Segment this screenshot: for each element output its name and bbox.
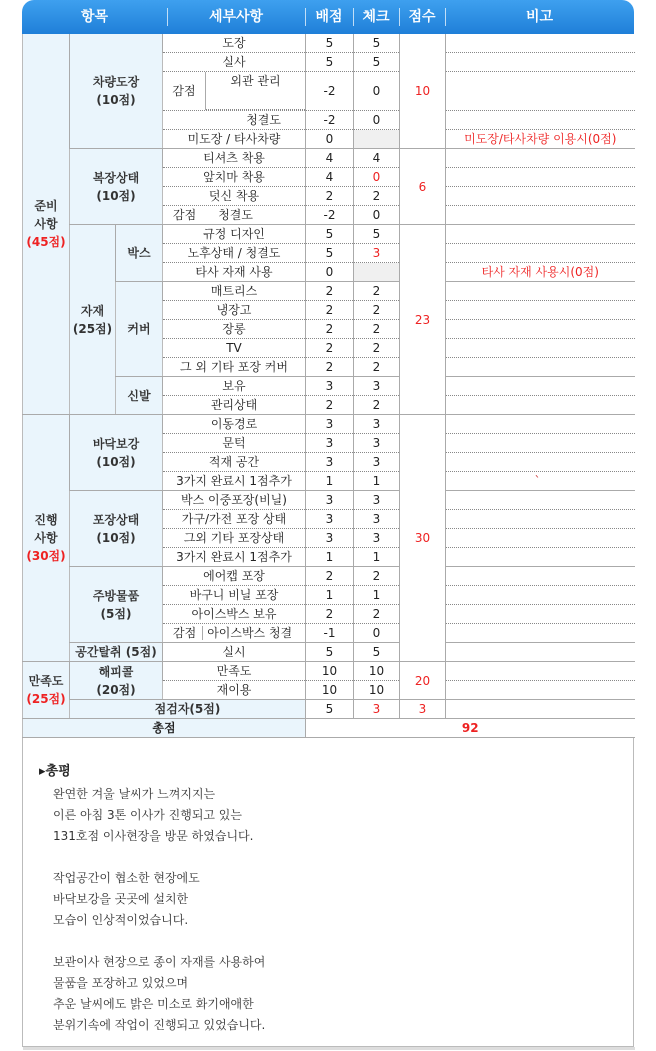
row-label: 청결도	[163, 111, 306, 130]
review-line: 131호점 이사현장을 방문 하였습니다.	[53, 829, 254, 843]
check-cell: 3	[354, 415, 400, 434]
review-box	[22, 738, 634, 1047]
remark-cell	[446, 72, 635, 111]
check-cell: 1	[354, 548, 400, 567]
row-label: 매트리스	[163, 282, 306, 301]
kitchen-group: 주방물품 (5점)	[70, 567, 163, 643]
row-label: 3가지 완료시 1점추가	[163, 472, 306, 491]
points-cell: 2	[306, 187, 354, 206]
header-points: 배점	[315, 9, 343, 25]
floor-group: 바닥보강 (10점)	[70, 415, 163, 491]
points-cell: -2	[306, 111, 354, 130]
header-check: 체크	[362, 9, 390, 25]
remark-cell	[446, 605, 635, 624]
review-line: 추운 날씨에도 밝은 미소로 화기애애한	[53, 997, 254, 1011]
check-cell: 2	[354, 282, 400, 301]
car-paint-group: 차량도장 (10점)	[70, 34, 163, 149]
points-cell: 2	[306, 339, 354, 358]
check-cell: 2	[354, 396, 400, 415]
points-cell: 5	[306, 225, 354, 244]
row-label: 그 외 기타 포장 커버	[163, 358, 306, 377]
points-cell: 10	[306, 662, 354, 681]
row-label: 규정 디자인	[163, 225, 306, 244]
check-cell: 1	[354, 586, 400, 605]
row-label: 박스 이중포장(비닐)	[163, 491, 306, 510]
row-label: 실시	[163, 643, 306, 662]
remark-cell	[446, 320, 635, 339]
check-cell: 2	[354, 567, 400, 586]
header-score: 점수	[408, 9, 436, 25]
remark-cell	[446, 567, 635, 586]
inspector-group: 점검자(5점)	[70, 700, 306, 719]
points-cell: 2	[306, 282, 354, 301]
space-group: 공간탈취 (5점)	[70, 643, 163, 662]
check-cell: 3	[354, 491, 400, 510]
remark-cell	[446, 377, 635, 396]
check-cell: 5	[354, 225, 400, 244]
check-cell	[354, 130, 400, 149]
remark-cell	[446, 510, 635, 529]
review-line: 모습이 인상적이었습니다.	[53, 913, 189, 927]
remark-cell	[446, 624, 635, 643]
row-label: 미도장 / 타사차량	[163, 130, 306, 149]
points-cell: 1	[306, 548, 354, 567]
score-cell: 20	[400, 662, 446, 700]
row-label: 관리상태	[163, 396, 306, 415]
points-cell: 4	[306, 168, 354, 187]
check-cell: 1	[354, 472, 400, 491]
remark-cell	[446, 111, 635, 130]
score-cell: 3	[400, 700, 446, 719]
row-label: 만족도	[163, 662, 306, 681]
check-cell: 5	[354, 34, 400, 53]
evaluation-sheet	[22, 0, 634, 1047]
row-label: TV	[163, 339, 306, 358]
remark-cell	[446, 434, 635, 453]
check-cell: 10	[354, 681, 400, 700]
row-label: 앞치마 착용	[163, 168, 306, 187]
points-cell: 1	[306, 472, 354, 491]
check-cell: 2	[354, 320, 400, 339]
points-cell: 5	[306, 643, 354, 662]
points-cell: 3	[306, 377, 354, 396]
score-table	[22, 34, 635, 738]
row-label: 티셔츠 착용	[163, 149, 306, 168]
header-item: 항목	[80, 9, 109, 25]
check-cell: 2	[354, 605, 400, 624]
remark-cell	[446, 358, 635, 377]
check-cell: 3	[354, 529, 400, 548]
points-cell: 3	[306, 529, 354, 548]
check-cell: 5	[354, 53, 400, 72]
remark-cell	[446, 339, 635, 358]
material-shoe: 신발	[116, 377, 163, 415]
remark-cell: `	[446, 472, 635, 491]
row-label: 가구/가전 포장 상태	[163, 510, 306, 529]
material-box: 박스	[116, 225, 163, 282]
check-cell: 4	[354, 149, 400, 168]
header-detail: 세부사항	[208, 9, 264, 25]
remark-cell	[446, 301, 635, 320]
points-cell: 3	[306, 434, 354, 453]
row-label: 도장	[163, 34, 306, 53]
score-cell: 23	[400, 225, 446, 415]
check-cell: 0	[354, 111, 400, 130]
points-cell: 2	[306, 320, 354, 339]
row-label: 감점 청결도	[163, 206, 306, 225]
points-cell: 5	[306, 53, 354, 72]
remark-cell	[446, 34, 635, 53]
remark-cell	[446, 415, 635, 434]
points-cell: 2	[306, 567, 354, 586]
row-label: 덧신 착용	[163, 187, 306, 206]
review-line: 분위기속에 작업이 진행되고 있었습니다.	[53, 1018, 266, 1032]
remark-cell	[446, 396, 635, 415]
score-cell: 10	[400, 34, 446, 149]
remark-cell: 타사 자재 사용시(0점)	[446, 263, 635, 282]
row-label: 감점 외관 관리	[163, 72, 306, 111]
points-cell: 0	[306, 130, 354, 149]
points-cell: 2	[306, 396, 354, 415]
row-label: 에어캡 포장	[163, 567, 306, 586]
check-cell: 0	[354, 72, 400, 111]
remark-cell	[446, 529, 635, 548]
remark-cell: 미도장/타사차량 이용시(0점)	[446, 130, 635, 149]
remark-cell	[446, 244, 635, 263]
points-cell: 5	[306, 34, 354, 53]
points-cell: 2	[306, 301, 354, 320]
dress-group: 복장상태 (10점)	[70, 149, 163, 225]
section-progress: 진행 사항 (30점)	[23, 415, 70, 662]
review-line: 바닥보강을 곳곳에 설치한	[53, 892, 189, 906]
check-cell: 2	[354, 187, 400, 206]
points-cell: -2	[306, 72, 354, 111]
section-prep: 준비 사항 (45점)	[23, 34, 70, 415]
row-label: 노후상태 / 청결도	[163, 244, 306, 263]
total-label: 총점	[23, 719, 306, 738]
points-cell: 10	[306, 681, 354, 700]
remark-cell	[446, 453, 635, 472]
check-cell: 3	[354, 377, 400, 396]
remark-cell	[446, 700, 635, 719]
review-line: 작업공간이 협소한 현장에도	[53, 871, 200, 885]
check-cell: 3	[354, 700, 400, 719]
check-cell: 2	[354, 358, 400, 377]
pack-group: 포장상태 (10점)	[70, 491, 163, 567]
check-cell: 0	[354, 206, 400, 225]
row-label: 3가지 완료시 1점추가	[163, 548, 306, 567]
remark-cell	[446, 225, 635, 244]
points-cell: 3	[306, 510, 354, 529]
review-line: 물품을 포장하고 있었으며	[53, 976, 189, 990]
happy-call-group: 해피콜 (20점)	[70, 662, 163, 700]
review-line: 이른 아침 3톤 이사가 진행되고 있는	[53, 808, 242, 822]
check-cell: 10	[354, 662, 400, 681]
points-cell: 5	[306, 700, 354, 719]
score-cell: 6	[400, 149, 446, 225]
remark-cell	[446, 53, 635, 72]
check-cell: 2	[354, 339, 400, 358]
points-cell: 3	[306, 415, 354, 434]
remark-cell	[446, 491, 635, 510]
check-cell: 2	[354, 301, 400, 320]
points-cell: -2	[306, 206, 354, 225]
material-group: 자재 (25점)	[70, 225, 116, 415]
check-cell	[354, 263, 400, 282]
points-cell: 3	[306, 453, 354, 472]
row-label: 보유	[163, 377, 306, 396]
remark-cell	[446, 681, 635, 700]
points-cell: 5	[306, 244, 354, 263]
row-label: 타사 자재 사용	[163, 263, 306, 282]
material-cover: 커버	[116, 282, 163, 377]
points-cell: 1	[306, 586, 354, 605]
points-cell: 2	[306, 358, 354, 377]
row-label: 문턱	[163, 434, 306, 453]
total-value: 92	[306, 719, 635, 738]
review-line: 보관이사 현장으로 종이 자재를 사용하여	[53, 955, 266, 969]
row-label: 재이용	[163, 681, 306, 700]
row-label: 장롱	[163, 320, 306, 339]
review-line: 완연한 겨울 날씨가 느껴지지는	[53, 787, 216, 801]
section-satisfaction: 만족도 (25점)	[23, 662, 70, 719]
row-label: 그외 기타 포장상태	[163, 529, 306, 548]
row-label: 바구니 비닐 포장	[163, 586, 306, 605]
remark-cell	[446, 282, 635, 301]
review-title: ▸총평	[39, 764, 71, 779]
table-header	[22, 0, 634, 34]
score-cell: 30	[400, 415, 446, 662]
check-cell: 3	[354, 453, 400, 472]
header-remarks: 비고	[525, 9, 554, 25]
remark-cell	[446, 149, 635, 168]
remark-cell	[446, 662, 635, 681]
check-cell: 5	[354, 643, 400, 662]
row-label: 냉장고	[163, 301, 306, 320]
check-cell: 3	[354, 434, 400, 453]
remark-cell	[446, 206, 635, 225]
row-label: 감점 아이스박스 청결	[163, 624, 306, 643]
check-cell: 0	[354, 168, 400, 187]
remark-cell	[446, 643, 635, 662]
bottom-shadow	[23, 1047, 635, 1050]
check-cell: 0	[354, 624, 400, 643]
points-cell: 3	[306, 491, 354, 510]
points-cell: -1	[306, 624, 354, 643]
check-cell: 3	[354, 510, 400, 529]
check-cell: 3	[354, 244, 400, 263]
row-label: 적재 공간	[163, 453, 306, 472]
points-cell: 0	[306, 263, 354, 282]
row-label: 이동경로	[163, 415, 306, 434]
remark-cell	[446, 168, 635, 187]
remark-cell	[446, 548, 635, 567]
remark-cell	[446, 187, 635, 206]
row-label: 아이스박스 보유	[163, 605, 306, 624]
remark-cell	[446, 586, 635, 605]
points-cell: 4	[306, 149, 354, 168]
row-label: 실사	[163, 53, 306, 72]
points-cell: 2	[306, 605, 354, 624]
